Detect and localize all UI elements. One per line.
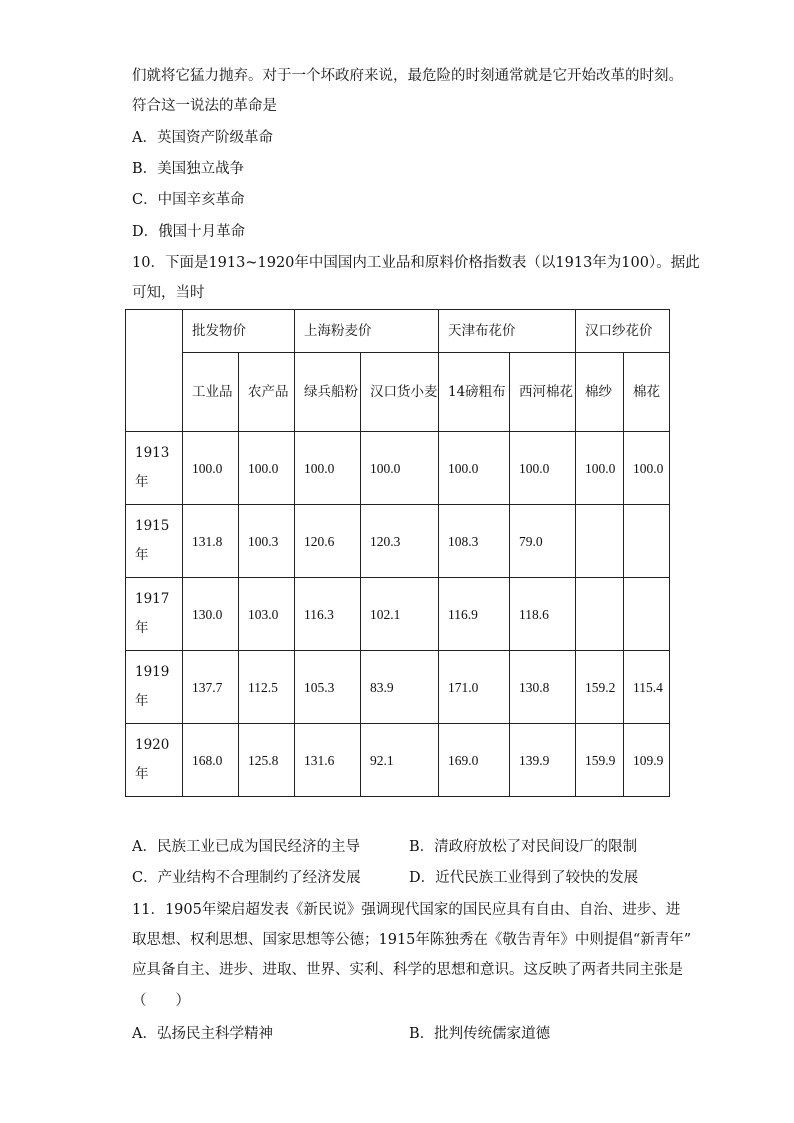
table-cell: 100.3 <box>239 505 295 578</box>
table-cell: 92.1 <box>361 724 439 797</box>
table-cell <box>624 505 670 578</box>
q9-option-b: B．美国独立战争 <box>132 161 245 177</box>
table-column-header: 绿兵船粉 <box>295 353 361 432</box>
table-row <box>126 724 670 797</box>
table-row <box>126 432 670 505</box>
table-cell <box>624 578 670 651</box>
table-cell: 159.9 <box>576 724 624 797</box>
q9-option-a: A．英国资产阶级革命 <box>132 130 273 146</box>
table-cell: 83.9 <box>361 651 439 724</box>
table-corner-cell <box>126 310 183 432</box>
table-cell <box>576 578 624 651</box>
table-cell: 120.3 <box>361 505 439 578</box>
q10-option-a: A．民族工业已成为国民经济的主导 <box>132 839 360 855</box>
table-cell: 103.0 <box>239 578 295 651</box>
table-column-header: 棉纱 <box>576 353 624 432</box>
q9-stem-line-2: 符合这一说法的革命是 <box>132 98 277 114</box>
q11-option-b: B．批判传统儒家道德 <box>409 1026 551 1042</box>
table-cell: 137.7 <box>183 651 239 724</box>
table-row-year: 1913年 <box>126 432 183 505</box>
table-cell: 120.6 <box>295 505 361 578</box>
table-cell: 118.6 <box>510 578 576 651</box>
table-cell: 100.0 <box>439 432 510 505</box>
table-cell: 100.0 <box>239 432 295 505</box>
q10-option-d: D．近代民族工业得到了较快的发展 <box>409 870 639 886</box>
table-cell: 105.3 <box>295 651 361 724</box>
q11-answer-blank: （ ） <box>132 993 190 1009</box>
table-column-header: 工业品 <box>183 353 239 432</box>
table-header-columns <box>126 353 670 432</box>
table-cell: 131.6 <box>295 724 361 797</box>
table-row <box>126 578 670 651</box>
q10-option-b: B．清政府放松了对民间设厂的限制 <box>409 839 638 855</box>
table-group-header: 天津布花价 <box>439 310 576 353</box>
table-cell: 100.0 <box>510 432 576 505</box>
table-cell: 159.2 <box>576 651 624 724</box>
table-cell: 100.0 <box>361 432 439 505</box>
table-cell: 125.8 <box>239 724 295 797</box>
q10-option-c: C．产业结构不合理制约了经济发展 <box>132 870 361 886</box>
q11-stem-line-3: 应具备自主、进步、进取、世界、实利、科学的思想和意识。这反映了两者共同主张是 <box>132 962 683 978</box>
table-cell: 168.0 <box>183 724 239 797</box>
table-cell: 109.9 <box>624 724 670 797</box>
table-cell <box>576 505 624 578</box>
table-cell: 100.0 <box>183 432 239 505</box>
table-cell: 115.4 <box>624 651 670 724</box>
table-column-header: 棉花 <box>624 353 670 432</box>
table-row <box>126 651 670 724</box>
table-row-year: 1920年 <box>126 724 183 797</box>
table-cell: 131.8 <box>183 505 239 578</box>
q9-stem-line-1: 们就将它猛力抛弃。对于一个坏政府来说，最危险的时刻通常就是它开始改革的时刻。 <box>132 68 683 84</box>
table-cell: 100.0 <box>295 432 361 505</box>
q10-stem-line-1: 10．下面是1913~1920年中国国内工业品和原料价格指数表（以1913年为100）。据此 <box>132 255 700 271</box>
table-cell: 100.0 <box>624 432 670 505</box>
table-cell: 108.3 <box>439 505 510 578</box>
table-group-header: 批发物价 <box>183 310 295 353</box>
table-cell: 169.0 <box>439 724 510 797</box>
table-row <box>126 505 670 578</box>
q11-stem-line-1: 11．1905年梁启超发表《新民说》强调现代国家的国民应具有自由、自治、进步、进 <box>132 902 681 918</box>
table-row-year: 1919年 <box>126 651 183 724</box>
table-group-header: 汉口纱花价 <box>576 310 670 353</box>
table-cell: 100.0 <box>576 432 624 505</box>
table-cell: 139.9 <box>510 724 576 797</box>
q11-stem-line-2: 取思想、权利思想、国家思想等公德；1915年陈独秀在《敬告青年》中则提倡“新青年” <box>132 932 692 948</box>
table-row-year: 1915年 <box>126 505 183 578</box>
table-group-header: 上海粉麦价 <box>295 310 439 353</box>
table-cell: 116.9 <box>439 578 510 651</box>
table-cell: 79.0 <box>510 505 576 578</box>
table-cell: 171.0 <box>439 651 510 724</box>
q9-option-d: D．俄国十月革命 <box>132 224 246 240</box>
q11-option-a: A．弘扬民主科学精神 <box>132 1026 273 1042</box>
table-header-groups <box>126 310 670 353</box>
price-index-table <box>125 309 670 797</box>
table-cell: 116.3 <box>295 578 361 651</box>
q10-stem-line-2: 可知，当时 <box>132 285 205 301</box>
table-column-header: 14磅粗布 <box>439 353 510 432</box>
table-column-header: 汉口货小麦 <box>361 353 439 432</box>
table-cell: 130.0 <box>183 578 239 651</box>
table-column-header: 西河棉花 <box>510 353 576 432</box>
q9-option-c: C．中国辛亥革命 <box>132 192 245 208</box>
table-column-header: 农产品 <box>239 353 295 432</box>
table-cell: 112.5 <box>239 651 295 724</box>
table-cell: 130.8 <box>510 651 576 724</box>
table-row-year: 1917年 <box>126 578 183 651</box>
table-cell: 102.1 <box>361 578 439 651</box>
